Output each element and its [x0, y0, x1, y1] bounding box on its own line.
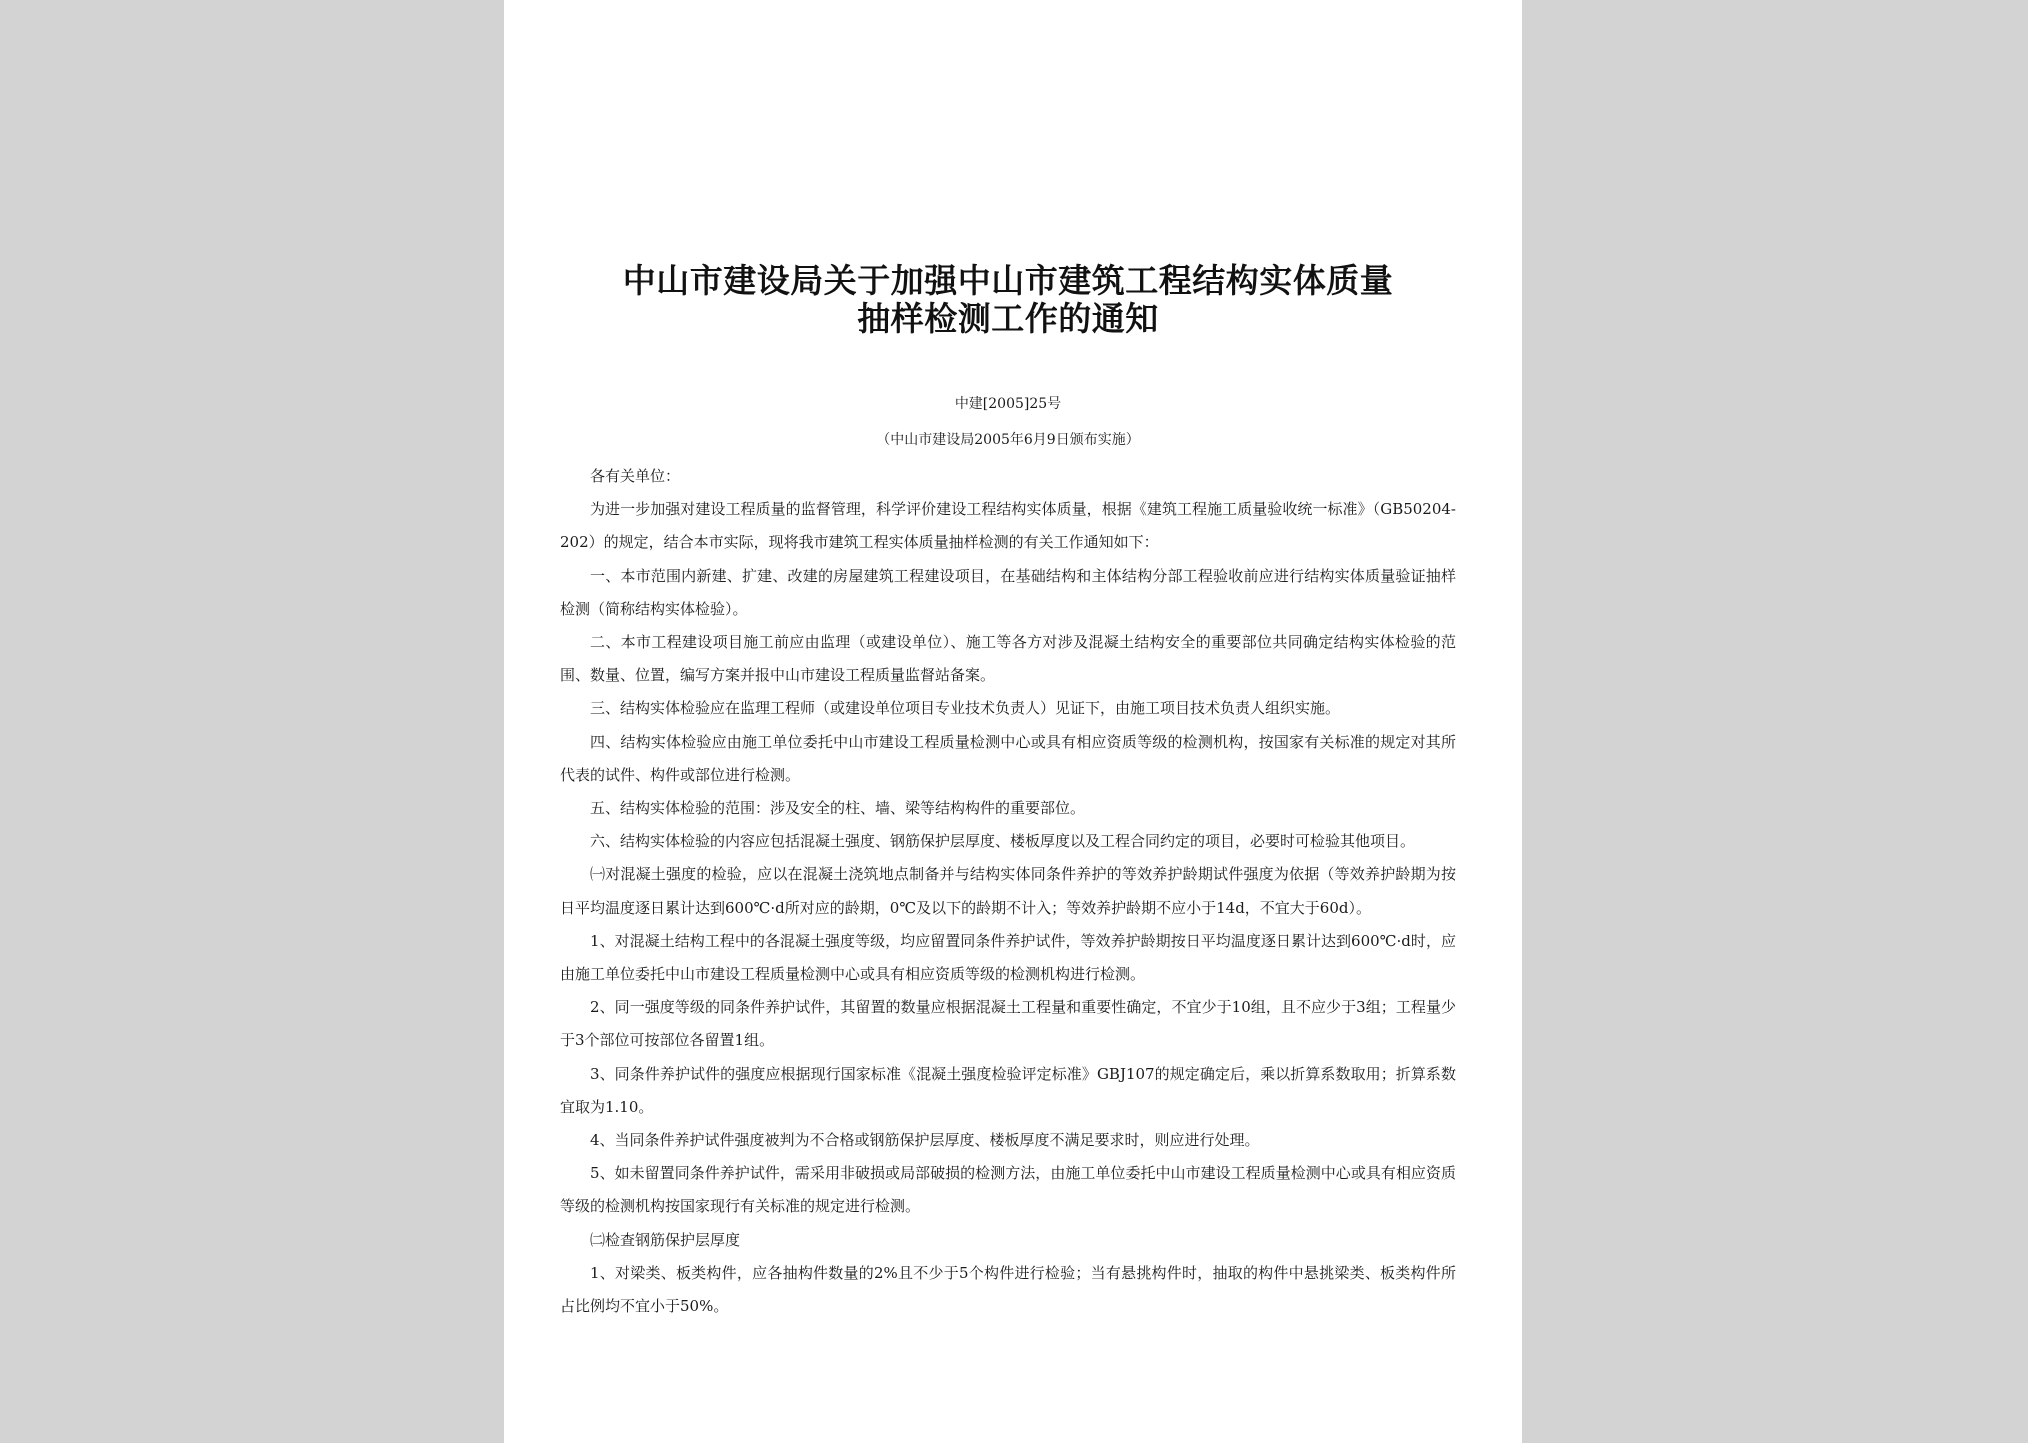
issue-note: （中山市建设局2005年6月9日颁布实施） [876, 432, 1140, 448]
paragraph: 五、结构实体检验的范围：涉及安全的柱、墙、梁等结构构件的重要部位。 [590, 799, 1086, 818]
paragraph: 3、同条件养护试件的强度应根据现行国家标准《混凝土强度检验评定标准》GBJ107的规定确定后，乘以折算系数取用；折算系数宜取为1.10。 [560, 1064, 1456, 1116]
document-title [560, 0, 1456, 338]
paragraph: 2、同一强度等级的同条件养护试件，其留置的数量应根据混凝土工程量和重要性确定，不宜少于10组，且不应少于3组；工程量少于3个部位可按部位各留置1组。 [560, 998, 1456, 1050]
paragraph: ㈠对混凝土强度的检验，应以在混凝土浇筑地点制备并与结构实体同条件养护的等效养护龄期试件强度为依据（等效养护龄期为按日平均温度逐日累计达到600℃·d所对应的龄期，0℃及以下的龄期不计入；等效养护龄期不应小于14d，不宜大于60d）。 [560, 865, 1456, 917]
title-line-1: 中山市建设局关于加强中山市建筑工程结构实体质量 [622, 261, 1394, 300]
document-page [504, 0, 1522, 1443]
paragraph: 四、结构实体检验应由施工单位委托中山市建设工程质量检测中心或具有相应资质等级的检测机构，按国家有关标准的规定对其所代表的试件、构件或部位进行检测。 [560, 732, 1456, 784]
paragraph: 一、本市范围内新建、扩建、改建的房屋建筑工程建设项目，在基础结构和主体结构分部工程验收前应进行结构实体质量验证抽样检测（简称结构实体检验）。 [560, 566, 1456, 618]
paragraph: 三、结构实体检验应在监理工程师（或建设单位项目专业技术负责人）见证下，由施工项目技术负责人组织实施。 [590, 699, 1341, 718]
paragraph: 1、对梁类、板类构件，应各抽构件数量的2%且不少于5个构件进行检验；当有悬挑构件时，抽取的构件中悬挑梁类、板类构件所占比例均不宜小于50%。 [560, 1263, 1456, 1316]
paragraph: 1、对混凝土结构工程中的各混凝土强度等级，均应留置同条件养护试件，等效养护龄期按日平均温度逐日累计达到600℃·d时，应由施工单位委托中山市建设工程质量检测中心或具有相应资质等级的检测机构进行检测。 [560, 931, 1456, 984]
paragraph: 为进一步加强对建设工程质量的监督管理，科学评价建设工程结构实体质量，根据《建筑工程施工质量验收统一标准》（GB50204-202）的规定，结合本市实际，现将我市建筑工程实体质量抽样检测的有关工作通知如下： [560, 500, 1456, 552]
paragraph: 各有关单位： [590, 467, 681, 485]
paragraph: 4、当同条件养护试件强度被判为不合格或钢筋保护层厚度、楼板厚度不满足要求时，则应进行处理。 [590, 1131, 1260, 1150]
paragraph: 5、如未留置同条件养护试件，需采用非破损或局部破损的检测方法，由施工单位委托中山市建设工程质量检测中心或具有相应资质等级的检测机构按国家现行有关标准的规定进行检测。 [560, 1164, 1456, 1216]
document-number: 中建[2005]25号 [954, 396, 1062, 412]
document-body [560, 460, 1456, 1323]
title-line-2: 抽样检测工作的通知 [857, 299, 1159, 338]
paragraph: 二、本市工程建设项目施工前应由监理（或建设单位）、施工等各方对涉及混凝土结构安全的重要部位共同确定结构实体检验的范围、数量、位置，编写方案并报中山市建设工程质量监督站备案。 [560, 633, 1456, 685]
paragraph: 六、结构实体检验的内容应包括混凝土强度、钢筋保护层厚度、楼板厚度以及工程合同约定的项目，必要时可检验其他项目。 [590, 832, 1416, 851]
paragraph: ㈡检查钢筋保护层厚度 [590, 1230, 741, 1249]
